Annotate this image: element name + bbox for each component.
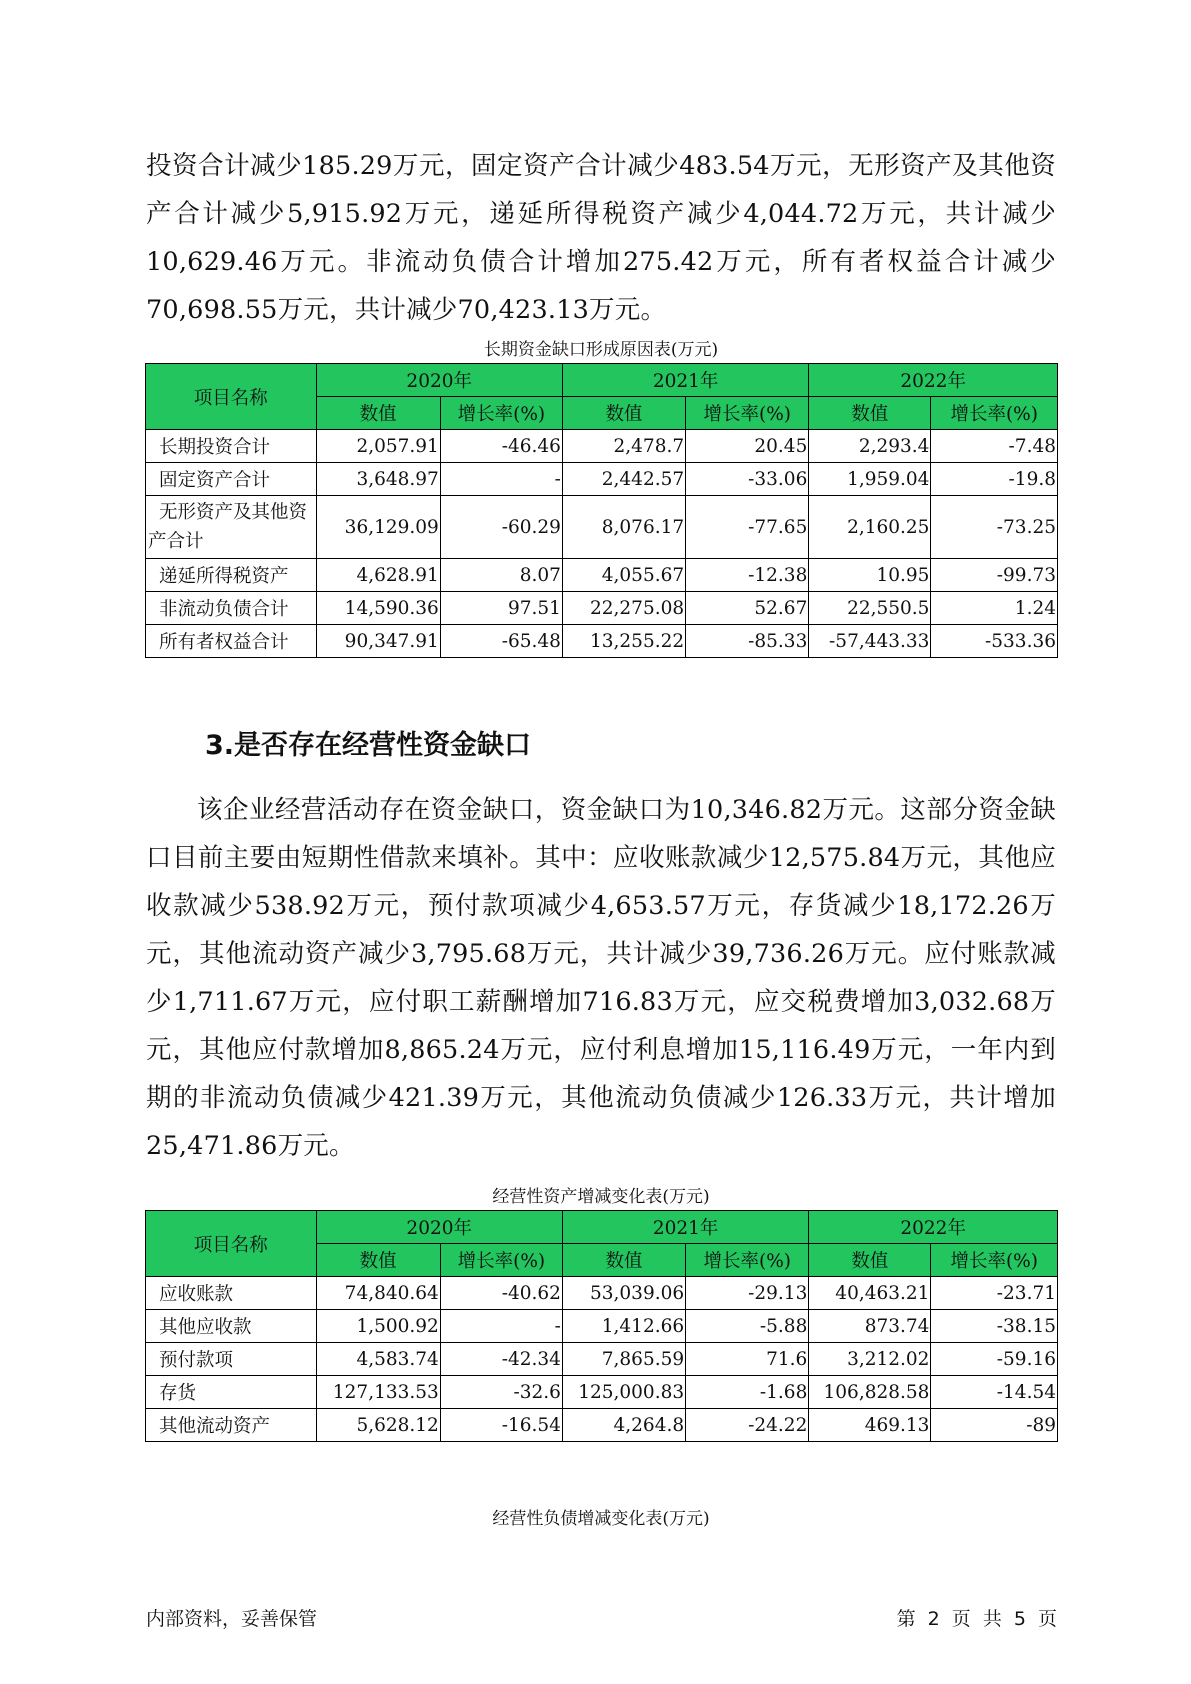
cell-value-2022: 873.74 (809, 1310, 931, 1343)
row-name: 其他应收款 (146, 1310, 317, 1343)
cell-growth-2021: -5.88 (686, 1310, 809, 1343)
cell-growth-2020: -60.29 (440, 496, 562, 559)
row-name: 所有者权益合计 (146, 625, 317, 658)
header-year-2020: 2020年 (316, 364, 562, 397)
header-year-2021: 2021年 (562, 364, 808, 397)
cell-growth-2022: -7.48 (931, 430, 1058, 463)
cell-value-2021: 1,412.66 (562, 1310, 685, 1343)
header-value: 数值 (316, 1244, 440, 1277)
table-row (146, 592, 1058, 625)
cell-growth-2021: -12.38 (686, 559, 809, 592)
cell-growth-2021: -33.06 (686, 463, 809, 496)
header-year-2022: 2022年 (809, 1211, 1058, 1244)
cell-value-2020: 5,628.12 (316, 1409, 440, 1442)
table-row (146, 496, 1058, 559)
cell-value-2021: 8,076.17 (562, 496, 685, 559)
operating-assets-change-table (145, 1210, 1058, 1442)
header-item-name: 项目名称 (146, 364, 317, 430)
cell-growth-2021: -85.33 (686, 625, 809, 658)
header-year-2022: 2022年 (809, 364, 1058, 397)
cell-growth-2020: - (440, 1310, 562, 1343)
cell-value-2021: 2,478.7 (562, 430, 685, 463)
header-growth: 增长率(%) (686, 397, 809, 430)
cell-growth-2022: -19.8 (931, 463, 1058, 496)
cell-growth-2021: -1.68 (686, 1376, 809, 1409)
cell-value-2020: 127,133.53 (316, 1376, 440, 1409)
cell-value-2020: 4,628.91 (316, 559, 440, 592)
row-name: 固定资产合计 (146, 463, 317, 496)
cell-value-2020: 1,500.92 (316, 1310, 440, 1343)
table-row (146, 1409, 1058, 1442)
cell-value-2022: 2,160.25 (809, 496, 931, 559)
header-value: 数值 (562, 1244, 685, 1277)
cell-growth-2020: 97.51 (440, 592, 562, 625)
cell-growth-2022: -38.15 (931, 1310, 1058, 1343)
table-row (146, 1277, 1058, 1310)
header-growth: 增长率(%) (440, 397, 562, 430)
header-growth: 增长率(%) (931, 397, 1058, 430)
table-row (146, 625, 1058, 658)
cell-growth-2021: -29.13 (686, 1277, 809, 1310)
row-name: 无形资产及其他资产合计 (146, 496, 317, 559)
intro-paragraph: 投资合计减少185.29万元，固定资产合计减少483.54万元，无形资产及其他资产合计减少5,915.92万元，递延所得税资产减少4,044.72万元，共计减少10,629.46万元。非流动负债合计增加275.42万元，所有者权益合计减少70,698.55万元，共计减少70,423.13万元。 (146, 151, 1056, 325)
cell-growth-2020: - (440, 463, 562, 496)
cell-growth-2022: 1.24 (931, 592, 1058, 625)
cell-value-2021: 125,000.83 (562, 1376, 685, 1409)
section-heading: 3.是否存在经营性资金缺口 (205, 730, 532, 761)
cell-growth-2021: 52.67 (686, 592, 809, 625)
cell-value-2021: 22,275.08 (562, 592, 685, 625)
header-value: 数值 (809, 397, 931, 430)
row-name: 递延所得税资产 (146, 559, 317, 592)
table-row (146, 463, 1058, 496)
cell-value-2022: 22,550.5 (809, 592, 931, 625)
cell-growth-2022: -14.54 (931, 1376, 1058, 1409)
cell-growth-2022: -59.16 (931, 1343, 1058, 1376)
cell-value-2020: 3,648.97 (316, 463, 440, 496)
cell-value-2020: 36,129.09 (316, 496, 440, 559)
cell-growth-2021: 71.6 (686, 1343, 809, 1376)
cell-value-2022: 469.13 (809, 1409, 931, 1442)
cell-growth-2021: -77.65 (686, 496, 809, 559)
cell-value-2022: 3,212.02 (809, 1343, 931, 1376)
table3-caption: 经营性负债增减变化表(万元) (492, 1509, 710, 1529)
cell-growth-2022: -73.25 (931, 496, 1058, 559)
table-row (146, 430, 1058, 463)
cell-growth-2021: -24.22 (686, 1409, 809, 1442)
cell-value-2020: 2,057.91 (316, 430, 440, 463)
cell-growth-2022: -533.36 (931, 625, 1058, 658)
header-item-name: 项目名称 (146, 1211, 317, 1277)
header-growth: 增长率(%) (440, 1244, 562, 1277)
row-name: 其他流动资产 (146, 1409, 317, 1442)
table-row (146, 1310, 1058, 1343)
cell-value-2021: 4,264.8 (562, 1409, 685, 1442)
cell-growth-2021: 20.45 (686, 430, 809, 463)
cell-growth-2020: -46.46 (440, 430, 562, 463)
table2-caption: 经营性资产增减变化表(万元) (492, 1187, 710, 1207)
header-growth: 增长率(%) (931, 1244, 1058, 1277)
cell-value-2020: 4,583.74 (316, 1343, 440, 1376)
cell-value-2022: -57,443.33 (809, 625, 931, 658)
row-name: 预付款项 (146, 1343, 317, 1376)
row-name: 应收账款 (146, 1277, 317, 1310)
cell-value-2022: 1,959.04 (809, 463, 931, 496)
cell-value-2020: 14,590.36 (316, 592, 440, 625)
row-name: 长期投资合计 (146, 430, 317, 463)
cell-growth-2022: -23.71 (931, 1277, 1058, 1310)
header-value: 数值 (809, 1244, 931, 1277)
row-name: 非流动负债合计 (146, 592, 317, 625)
long-term-funding-gap-table (145, 363, 1058, 658)
cell-growth-2020: -65.48 (440, 625, 562, 658)
cell-value-2020: 74,840.64 (316, 1277, 440, 1310)
cell-growth-2022: -89 (931, 1409, 1058, 1442)
cell-value-2021: 4,055.67 (562, 559, 685, 592)
cell-value-2021: 53,039.06 (562, 1277, 685, 1310)
cell-growth-2020: -16.54 (440, 1409, 562, 1442)
table-row (146, 1376, 1058, 1409)
cell-value-2021: 13,255.22 (562, 625, 685, 658)
cell-value-2021: 7,865.59 (562, 1343, 685, 1376)
table-row (146, 1343, 1058, 1376)
cell-value-2022: 10.95 (809, 559, 931, 592)
table1-caption: 长期资金缺口形成原因表(万元) (483, 340, 719, 360)
header-growth: 增长率(%) (686, 1244, 809, 1277)
cell-growth-2022: -99.73 (931, 559, 1058, 592)
cell-value-2021: 2,442.57 (562, 463, 685, 496)
header-year-2021: 2021年 (562, 1211, 808, 1244)
header-value: 数值 (562, 397, 685, 430)
cell-growth-2020: 8.07 (440, 559, 562, 592)
cell-growth-2020: -40.62 (440, 1277, 562, 1310)
table-row (146, 559, 1058, 592)
cell-growth-2020: -32.6 (440, 1376, 562, 1409)
cell-value-2022: 40,463.21 (809, 1277, 931, 1310)
footer-page-number: 第 2 页 共 5 页 (896, 1608, 1057, 1630)
header-year-2020: 2020年 (316, 1211, 562, 1244)
footer-confidential-note: 内部资料，妥善保管 (146, 1608, 318, 1630)
cell-value-2022: 106,828.58 (809, 1376, 931, 1409)
row-name: 存货 (146, 1376, 317, 1409)
cell-value-2020: 90,347.91 (316, 625, 440, 658)
header-value: 数值 (316, 397, 440, 430)
cell-growth-2020: -42.34 (440, 1343, 562, 1376)
section-paragraph: 该企业经营活动存在资金缺口，资金缺口为10,346.82万元。这部分资金缺口目前主要由短期性借款来填补。其中：应收账款减少12,575.84万元，其他应收款减少538.92万元，预付款项减少4,653.57万元，存货减少18,172.26万元，其他流动资产减少3,795.68万元，共计减少39,736.26万元。应付账款减少1,711.67万元，应付职工薪酬增加716.83万元，应交税费增加3,032.68万元，其他应付款增加8,865.24万元，应付利息增加15,116.49万元，一年内到期的非流动负债减少421.39万元，其他流动负债减少126.33万元，共计增加25,471.86万元。 (146, 795, 1056, 1161)
cell-value-2022: 2,293.4 (809, 430, 931, 463)
